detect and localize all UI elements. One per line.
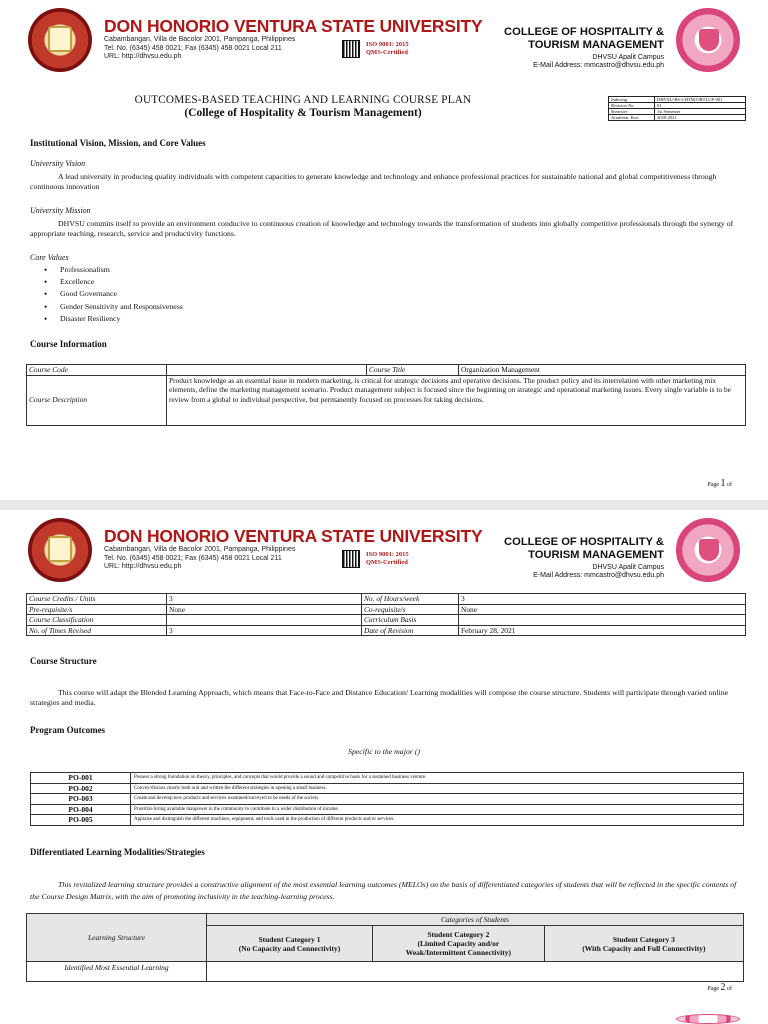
qms-line: QMS-Certified xyxy=(366,559,408,566)
letterhead xyxy=(0,510,768,588)
table-row xyxy=(31,804,744,815)
prereq-label: Pre-requisite/s xyxy=(27,604,167,615)
meleo-label: Identified Most Essential Learning xyxy=(27,962,207,982)
mission-label: University Mission xyxy=(30,206,91,215)
credits-value: 3 xyxy=(167,594,362,605)
meta-label: Indexing xyxy=(609,97,655,103)
coreq-value: None xyxy=(459,604,746,615)
college-line-2: TOURISM MANAGEMENT xyxy=(528,549,664,561)
vision-text xyxy=(30,172,742,192)
po-text: Create and develop new products and services examined/surveyed to be needs of the society. xyxy=(131,794,744,805)
list-item: • Excellence xyxy=(44,276,183,288)
hours-value: 3 xyxy=(459,594,746,605)
course-code-label: Course Code xyxy=(27,365,167,376)
iso-line: ISO 9001: 2015 xyxy=(366,551,409,558)
iso-line: ISO 9001: 2015 xyxy=(366,41,409,48)
category-title: Student Category 2 xyxy=(427,930,490,939)
iso-certification xyxy=(366,551,409,567)
university-address xyxy=(104,546,295,572)
university-name: DON HONORIO VENTURA STATE UNIVERSITY xyxy=(104,16,483,36)
course-title-label: Course Title xyxy=(367,365,459,376)
credits-label: Course Credits / Units xyxy=(27,594,167,605)
table-row xyxy=(31,773,744,784)
document-page-1 xyxy=(0,0,768,500)
page-number-value: 1 xyxy=(720,478,726,489)
college-line-1: COLLEGE OF HOSPITALITY & xyxy=(504,26,664,38)
po-code: PO-004 xyxy=(31,804,131,815)
meta-label: Semester xyxy=(609,109,655,115)
document-title: OUTCOMES-BASED TEACHING AND LEARNING COURSE PLAN xyxy=(134,94,472,106)
college-logo-icon xyxy=(676,8,740,72)
category-title: Student Category 3 xyxy=(612,934,675,944)
college-name xyxy=(504,26,664,52)
core-values-label: Core Values xyxy=(30,253,69,262)
qr-code-icon xyxy=(342,550,360,568)
category-desc: (No Capacity and Connectivity) xyxy=(238,943,341,953)
revised-value: 3 xyxy=(167,625,362,636)
po-code: PO-001 xyxy=(31,773,131,784)
page-number-value: 2 xyxy=(720,982,726,993)
coreq-label: Co-requisite/s xyxy=(362,604,459,615)
vision-label: University Vision xyxy=(30,159,86,168)
vision-body: A lead university in producing quality individuals with competent capacities to generate knowledge and technology and enhance professional practices for sustainable national and global competitiveness through continuous innovation xyxy=(30,172,717,191)
student-category-1 xyxy=(207,926,373,962)
document-meta-table xyxy=(608,96,746,121)
po-text: Prioritize hiring available manpower in the community to contribute to a wider distribution of income. xyxy=(131,804,744,815)
curriculum-label: Curriculum Basis xyxy=(362,615,459,626)
qr-code-icon xyxy=(342,40,360,58)
address-line: Cabambangan, Villa de Bacolor 2001, Pampanga, Philippines xyxy=(104,546,296,553)
campus-line: DHVSU Apalit Campus xyxy=(592,54,664,61)
qms-line: QMS-Certified xyxy=(366,49,408,56)
category-desc: (Limited Capacity and/or xyxy=(417,939,500,948)
meta-value: 1st Semester xyxy=(655,109,746,115)
classification-label: Course Classification xyxy=(27,615,167,626)
course-structure-body: This course will adapt the Blended Learning Approach, which means that Face-to-Face and Distance Education/ Learning modalities will compose the course structure. Students will participate through varied online strategies and media. xyxy=(30,688,729,707)
meta-value: 01 xyxy=(655,103,746,109)
list-item: • Good Governance xyxy=(44,288,183,300)
address-line: Cabambangan, Villa de Bacolor 2001, Pampanga, Philippines xyxy=(104,36,296,43)
course-structure-text xyxy=(30,688,742,708)
url-line: URL: http://dhvsu.edu.ph xyxy=(104,563,182,570)
course-title-value: Organization Management xyxy=(459,365,746,376)
po-code: PO-002 xyxy=(31,783,131,794)
course-desc-value: Product knowledge as an essential issue in modern marketing, is critical for strategic decisions and operative decisions. The product policy and its interrelation with other marketing mix elements, define the marketing management scenario. Product management subject is focused since the beginning on strategic and operational marketing issues. Every single variable is to be review from a global to individual perspective, but permanently focused on processes for taking decisions. xyxy=(167,375,746,425)
page-number xyxy=(707,478,732,489)
table-row xyxy=(31,815,744,826)
university-address xyxy=(104,36,295,62)
dlm-text xyxy=(30,879,742,902)
next-page-logo-icon xyxy=(676,1014,740,1024)
page-prefix: Page xyxy=(707,482,719,488)
phone-line: Tel. No. (6345) 458 0021; Fax (6345) 458 0021 Local 211 xyxy=(104,554,282,562)
po-text: Possess a strong foundation on theory, principles, and concepts that would provide a sound and competitive basis for a sustained business venture. xyxy=(131,773,744,784)
learning-structure-header: Learning Structure xyxy=(27,914,207,962)
category-title: Student Category 1 xyxy=(258,934,321,944)
university-seal-icon xyxy=(28,8,92,72)
prereq-value: None xyxy=(167,604,362,615)
revision-date-label: Date of Revision xyxy=(362,625,459,636)
course-details-table xyxy=(26,593,746,636)
category-desc: (With Capacity and Full Connectivity) xyxy=(582,943,706,953)
email-line: E-Mail Address: mmcastro@dhvsu.edu.ph xyxy=(533,62,664,69)
college-name xyxy=(504,536,664,562)
course-info-table xyxy=(26,364,746,426)
page-suffix: of xyxy=(727,482,732,488)
dlm-heading: Differentiated Learning Modalities/Strategies xyxy=(30,847,205,857)
curriculum-value xyxy=(459,615,746,626)
core-values-list xyxy=(44,264,183,325)
phone-line: Tel. No. (6345) 458 0021; Fax (6345) 458 0021 Local 211 xyxy=(104,44,282,52)
college-line-2: TOURISM MANAGEMENT xyxy=(528,39,664,51)
page-suffix: of xyxy=(727,986,732,992)
college-logo-icon xyxy=(676,518,740,582)
course-info-heading: Course Information xyxy=(30,339,107,349)
po-code: PO-005 xyxy=(31,815,131,826)
mission-text xyxy=(30,219,742,239)
table-row xyxy=(31,783,744,794)
page-number xyxy=(707,982,732,993)
meta-label: Revision No. xyxy=(609,103,655,109)
letterhead xyxy=(0,0,768,78)
dlm-body: This revitalized learning structure provides a constructive alignment of the most essential learning outcomes (MELOs) on the basis of differentiated categories of students that will be reflected in the specific contents of the Course Design Matrix, with the aim of promoting inclusivity in the teaching-learning process. xyxy=(30,880,737,901)
classification-value xyxy=(167,615,362,626)
po-code: PO-003 xyxy=(31,794,131,805)
page-prefix: Page xyxy=(707,986,719,992)
program-outcomes-heading: Program Outcomes xyxy=(30,725,106,735)
program-outcomes-subtitle: Specific to the major () xyxy=(348,747,420,756)
hours-label: No. of Hours/week xyxy=(362,594,459,605)
course-structure-heading: Course Structure xyxy=(30,656,97,666)
document-page-2 xyxy=(0,510,768,1024)
learning-structure-table xyxy=(26,913,744,982)
list-item: • Disaster Resiliency xyxy=(44,313,183,325)
page-separator xyxy=(0,500,768,510)
po-text: Convey/discuss clearly both oral and written the different strategies in opening a small business. xyxy=(131,783,744,794)
campus-line: DHVSU Apalit Campus xyxy=(592,564,664,571)
college-contact xyxy=(533,564,664,580)
university-seal-icon xyxy=(28,518,92,582)
mission-body: DHVSU commits itself to provide an environment conducive to continuous creation of knowledge and technology towards the transformation of students into globally competitive professionals through the synergy of appropriate teaching, research, service and productivity functions. xyxy=(30,219,734,238)
college-contact xyxy=(533,54,664,70)
program-outcomes-table xyxy=(30,772,744,826)
iso-certification xyxy=(366,41,409,57)
list-item: • Professionalism xyxy=(44,264,183,276)
revised-label: No. of Times Revised xyxy=(27,625,167,636)
meleo-value xyxy=(207,962,744,982)
table-row xyxy=(31,794,744,805)
meta-value: DHVSU-BS-CHTM-OBTLCP-001 xyxy=(655,97,746,103)
document-subtitle: (College of Hospitality & Tourism Management) xyxy=(184,107,422,119)
student-category-2 xyxy=(373,926,545,962)
college-line-1: COLLEGE OF HOSPITALITY & xyxy=(504,536,664,548)
email-line: E-Mail Address: mmcastro@dhvsu.edu.ph xyxy=(533,572,664,579)
revision-date-value: February 28, 2021 xyxy=(459,625,746,636)
university-name: DON HONORIO VENTURA STATE UNIVERSITY xyxy=(104,526,483,546)
course-code-value xyxy=(167,365,367,376)
categories-header: Categories of Students xyxy=(207,914,744,926)
url-line: URL: http://dhvsu.edu.ph xyxy=(104,53,182,60)
student-category-3 xyxy=(544,926,743,962)
meta-value: 2020-2021 xyxy=(655,115,746,121)
ivm-heading: Institutional Vision, Mission, and Core Values xyxy=(30,138,206,148)
list-item: • Gender Sensitivity and Responsiveness xyxy=(44,301,183,313)
category-desc: Weak/Intermittent Connectivity) xyxy=(405,948,511,957)
meta-label: Academic Year xyxy=(609,115,655,121)
po-text: Appraise and distinguish the different machines, equipment, and tools used in the production of different products and/or services. xyxy=(131,815,744,826)
course-desc-label: Course Description xyxy=(27,375,167,425)
